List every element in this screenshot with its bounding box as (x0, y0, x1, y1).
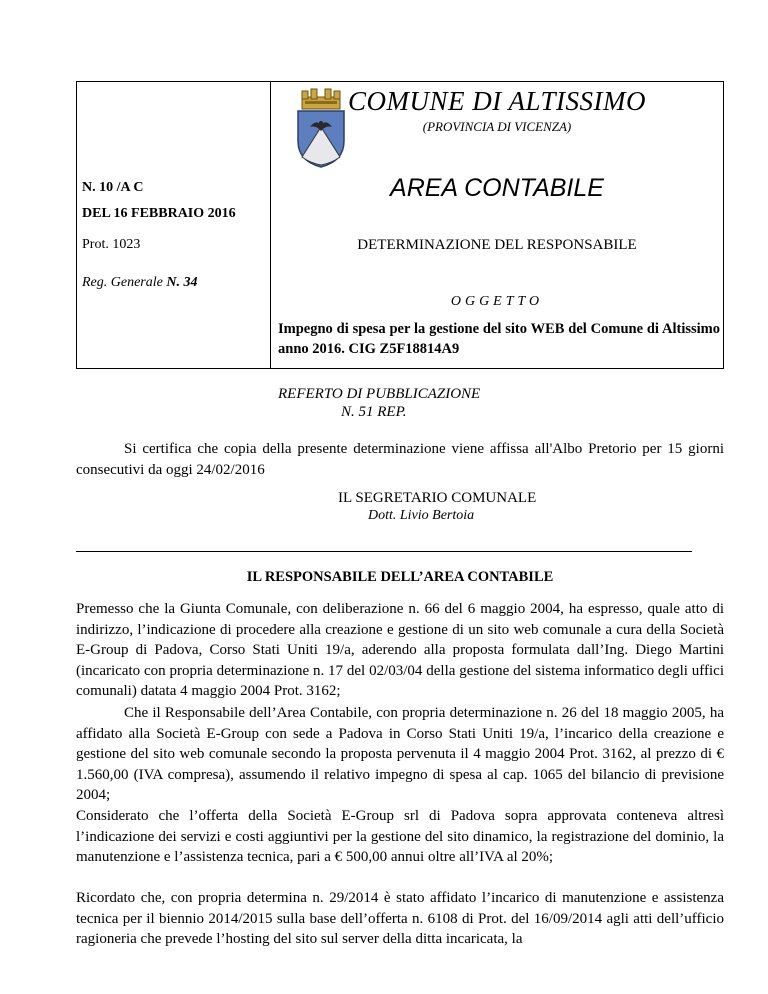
registro-generale-number: N. 34 (166, 275, 198, 290)
registro-generale (82, 275, 197, 291)
responsabile-heading: IL RESPONSABILE DELL’AREA CONTABILE (246, 569, 554, 585)
paragraph-considerato: Considerato che l’offerta della Società E-Group srl di Padova sopra approvata conteneva altresì l’indicazione dei servizi e costi aggiuntivi per la gestione del sito dinamico, la registrazione del dominio, la manutenzione e l’assistenza tecnica, pari a € 500,00 annui oltre all’IVA al 20%; (76, 808, 724, 865)
protocol-number: Prot. 1023 (82, 237, 141, 252)
determina-date: DEL 16 FEBBRAIO 2016 (82, 206, 236, 221)
paragraph-ricordato: Ricordato che, con propria determina n. 29/2014 è stato affidato l’incarico di manutenzione e assistenza tecnica per il biennio 2014/2015 sulla base dell’offerta n. 6108 di Prot. del 16/09/2014 agli atti dell’ufficio ragioneria che prevede l’hosting del sito sul server della ditta incaricata, la (76, 890, 724, 947)
referto-title: REFERTO DI PUBBLICAZIONE (278, 386, 481, 402)
provincia-subtitle: (PROVINCIA DI VICENZA) (422, 119, 572, 134)
referto-rep: N. 51 REP. (341, 404, 407, 420)
certificazione-text: Si certifica che copia della presente determinazione viene affissa all'Albo Pretorio per 15 giorni consecutivi da oggi 24/02/2016 (76, 441, 724, 478)
segretario-name: Dott. Livio Bertoia (368, 508, 475, 523)
determina-number: N. 10 /A C (82, 180, 144, 195)
paragraph-premesso: Premesso che la Giunta Comunale, con deliberazione n. 66 del 6 maggio 2004, ha espresso, quale atto di indirizzo, l’indicazione di procedere alla creazione e gestione di un sito web comunale a cura della Società E-Group di Padova, Corso Stati Uniti 19/a, aderendo alla proposta formulata dall’Ing. Diego Martini (incaricato con propria determinazione n. 17 del 02/03/04 della gestione del sistema informatico degli uffici comunali) datata 4 maggio 2004 Prot. 3162; (76, 601, 724, 699)
comune-title: COMUNE DI ALTISSIMO (348, 86, 646, 116)
oggetto-label: OGGETTO (450, 294, 544, 309)
determinazione-title: DETERMINAZIONE DEL RESPONSABILE (357, 237, 637, 253)
segretario-title: IL SEGRETARIO COMUNALE (338, 490, 537, 506)
registro-generale-label: Reg. Generale (82, 275, 167, 290)
area-title: AREA CONTABILE (390, 174, 604, 202)
oggetto-text: Impegno di spesa per la gestione del sito WEB del Comune di Altissimo anno 2016. CIG Z5F18814A9 (278, 321, 720, 357)
section-divider (76, 551, 692, 552)
paragraph-responsabile: Che il Responsabile dell’Area Contabile, con propria determinazione n. 26 del 18 maggio 2005, ha affidato alla Società E-Group con sede a Padova in Corso Stati Uniti 19/a, l’incarico della creazione e gestione del sito web comunale secondo la proposta pervenuta il 4 maggio 2004 Prot. 3162, al prezzo di € 1.560,00 (IVA compresa), assumendo il relativo impegno di spesa al cap. 1065 del bilancio di previsione 2004; (76, 705, 724, 803)
